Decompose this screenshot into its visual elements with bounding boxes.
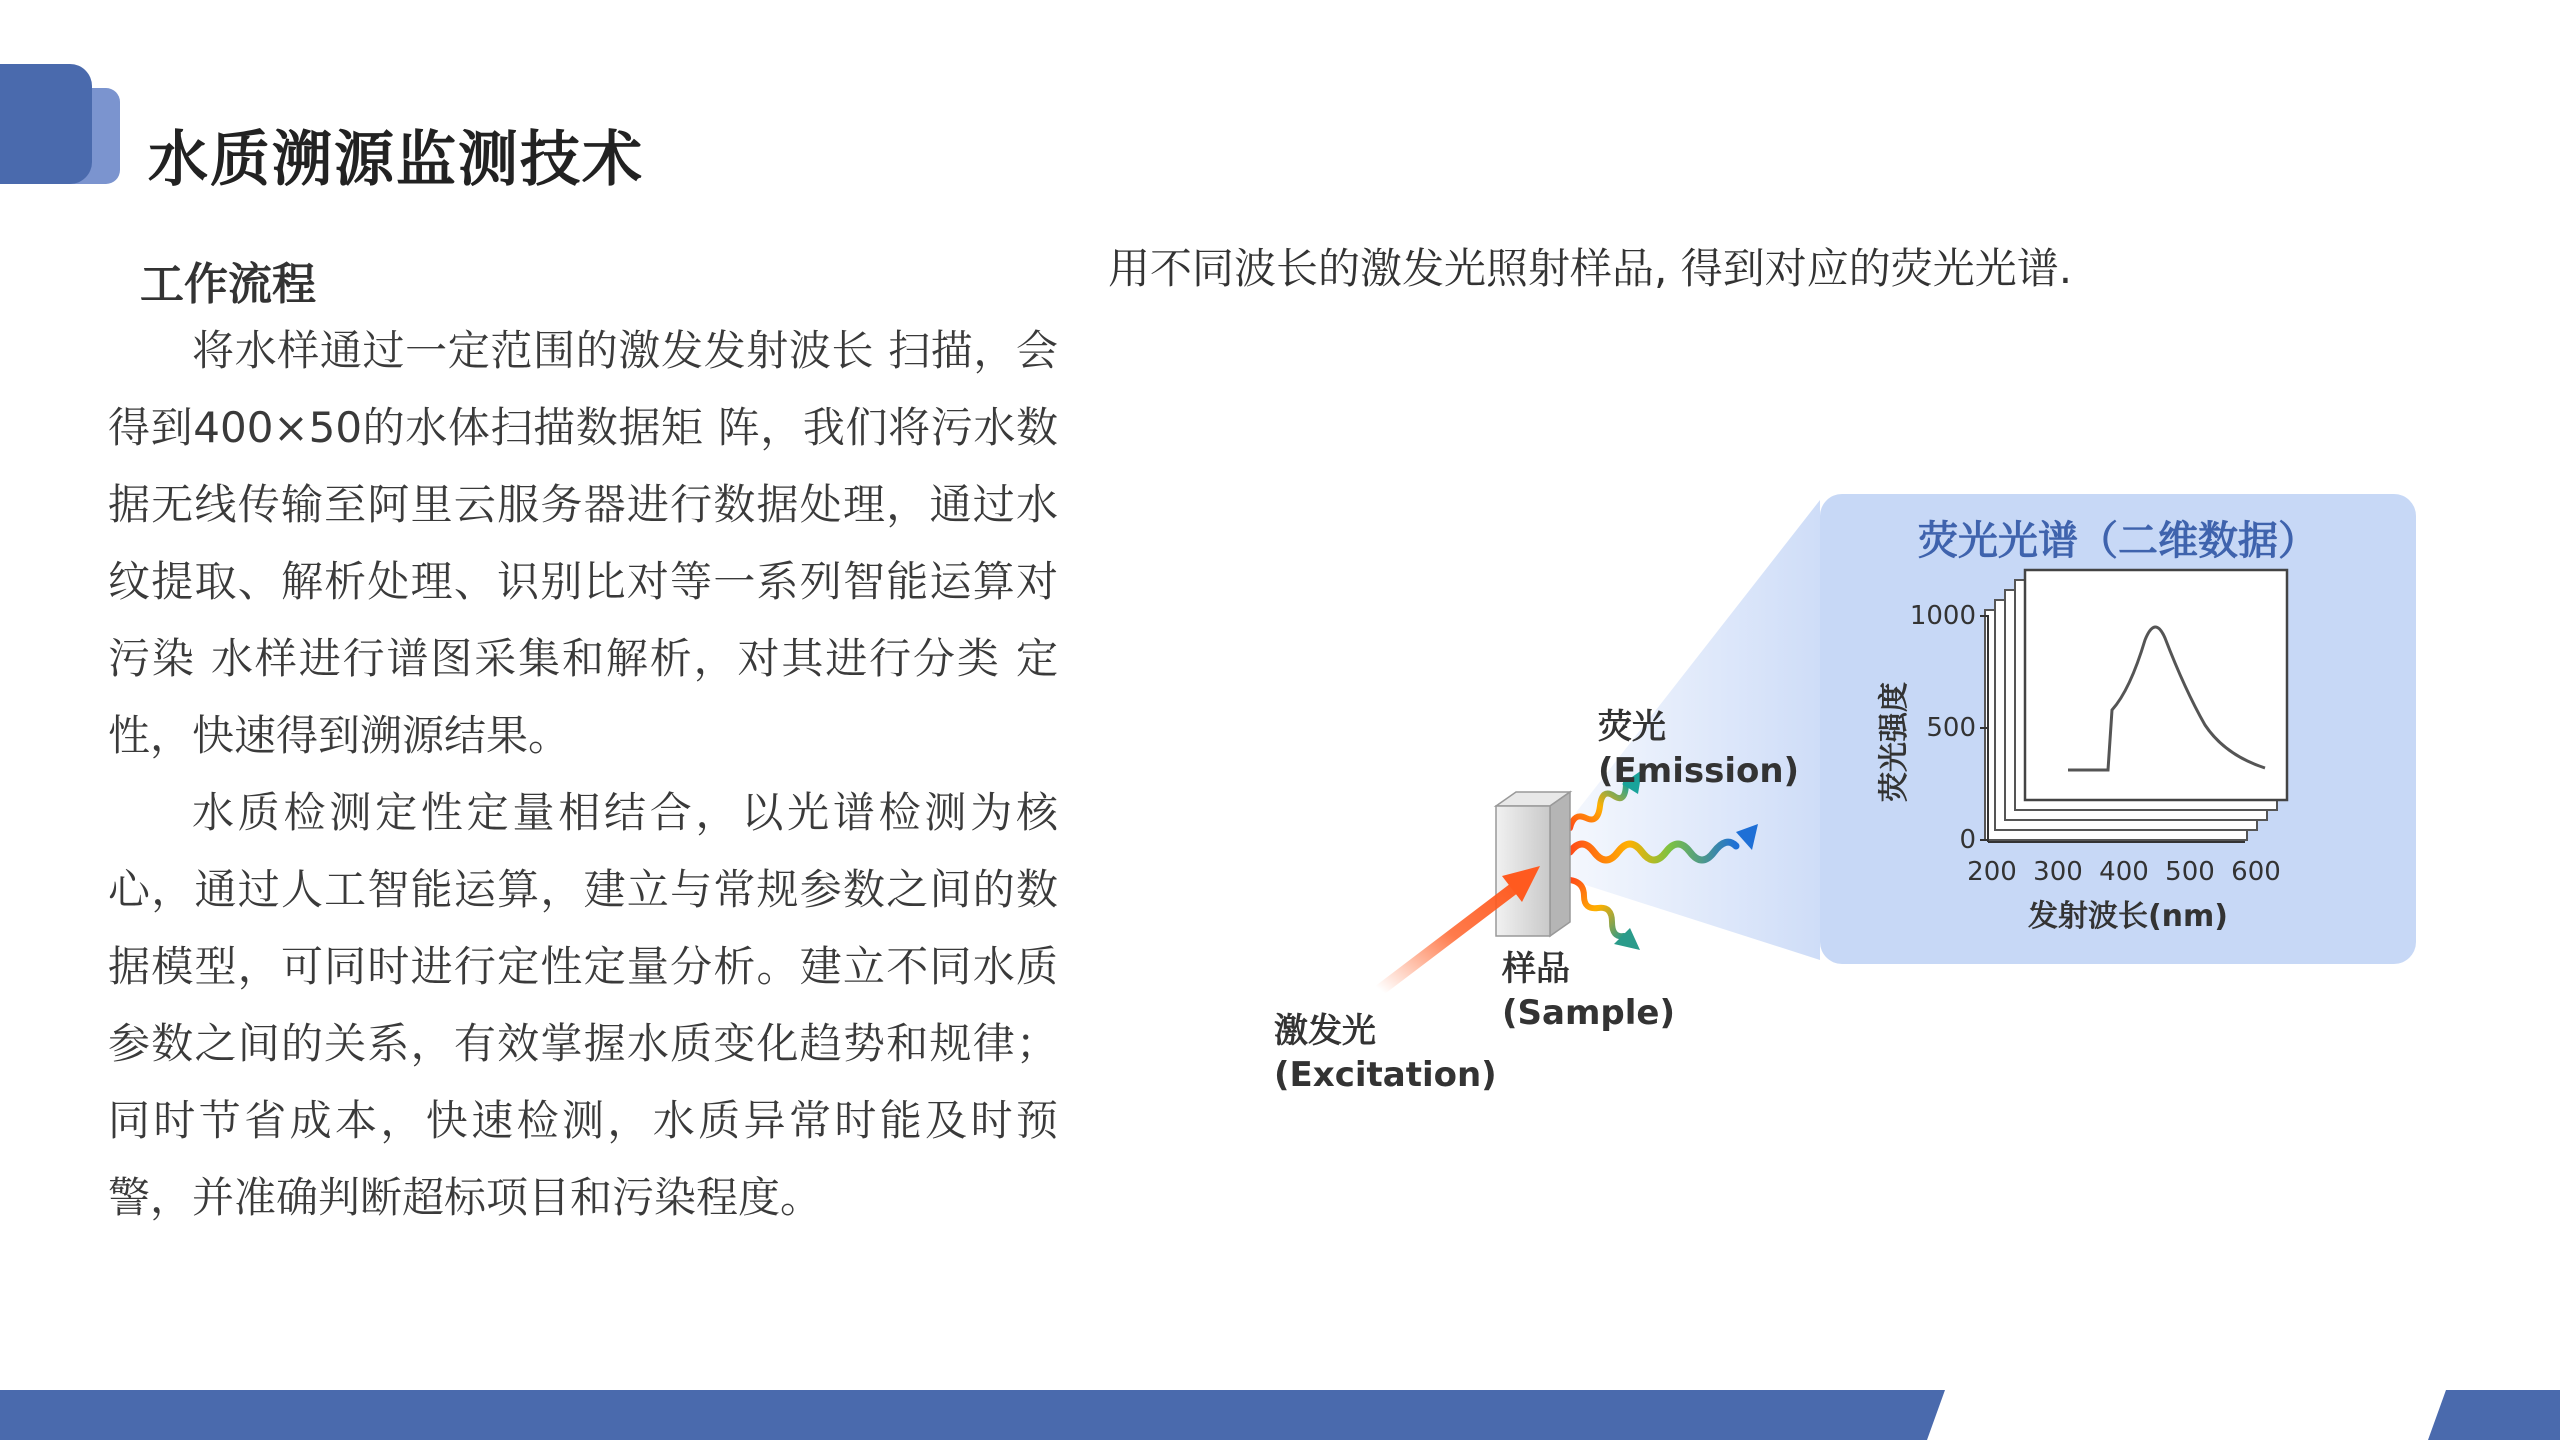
excitation-label: 激发光: [1274, 1011, 1376, 1051]
emission-label: 荧光: [1598, 707, 1666, 747]
sample-label: 样品: [1502, 949, 1570, 989]
spectrum-card-front: [2025, 570, 2287, 800]
sample-label-en: (Sample): [1502, 993, 1675, 1033]
header-accent-front: [0, 64, 92, 184]
body-text: [108, 312, 1058, 1236]
footer-bar: [0, 1390, 1945, 1440]
paragraph-scanning: 将水样通过一定范围的激发发射波长 扫描，会得到400×50的水体扫描数据矩 阵，我们将污水数据无线传输至阿里云服务器进行数据处理，通过水纹提取、解析处理、识别比对等一系列智能运算对污染 水样进行谱图采集和解析，对其进行分类 定性，快速得到溯源结果。: [108, 326, 1058, 760]
footer-bar-right: [2428, 1390, 2560, 1440]
paragraph-analysis: 水质检测定性定量相结合，以光谱检测为核心，通过人工智能运算，建立与常规参数之间的数据模型，可同时进行定性定量分析。建立不同水质参数之间的关系，有效掌握水质变化趋势和规律；同时节省成本，快速检测，水质异常时能及时预警，并准确判断超标项目和污染程度。: [108, 788, 1058, 1222]
x-axis-label: 发射波长(nm): [2027, 899, 2229, 934]
emission-arrow-down-head: [1614, 928, 1640, 950]
x-tick-label-200: 200: [1967, 857, 2017, 887]
y-tick-label-0: 0: [1959, 825, 1976, 855]
x-tick-label-600: 600: [2231, 857, 2281, 887]
section-title: 工作流程: [140, 259, 316, 310]
excitation-label-en: (Excitation): [1274, 1055, 1497, 1095]
y-tick-label-1000: 1000: [1909, 601, 1976, 631]
emission-label-en: (Emission): [1598, 751, 1800, 791]
x-tick-label-300: 300: [2033, 857, 2083, 887]
x-tick-label-400: 400: [2099, 857, 2149, 887]
page-title: 水质溯源监测技术: [148, 125, 644, 195]
x-tick-label-500: 500: [2165, 857, 2215, 887]
figure-caption: 用不同波长的激发光照射样品, 得到对应的荧光光谱.: [1108, 244, 2073, 293]
fluorescence-diagram: [1240, 480, 2420, 1120]
spectrum-panel-title: 荧光光谱（二维数据）: [1918, 518, 2318, 564]
y-tick-label-500: 500: [1926, 713, 1976, 743]
sample-side: [1550, 792, 1570, 936]
y-axis-label: 荧光强度: [1877, 682, 1912, 802]
